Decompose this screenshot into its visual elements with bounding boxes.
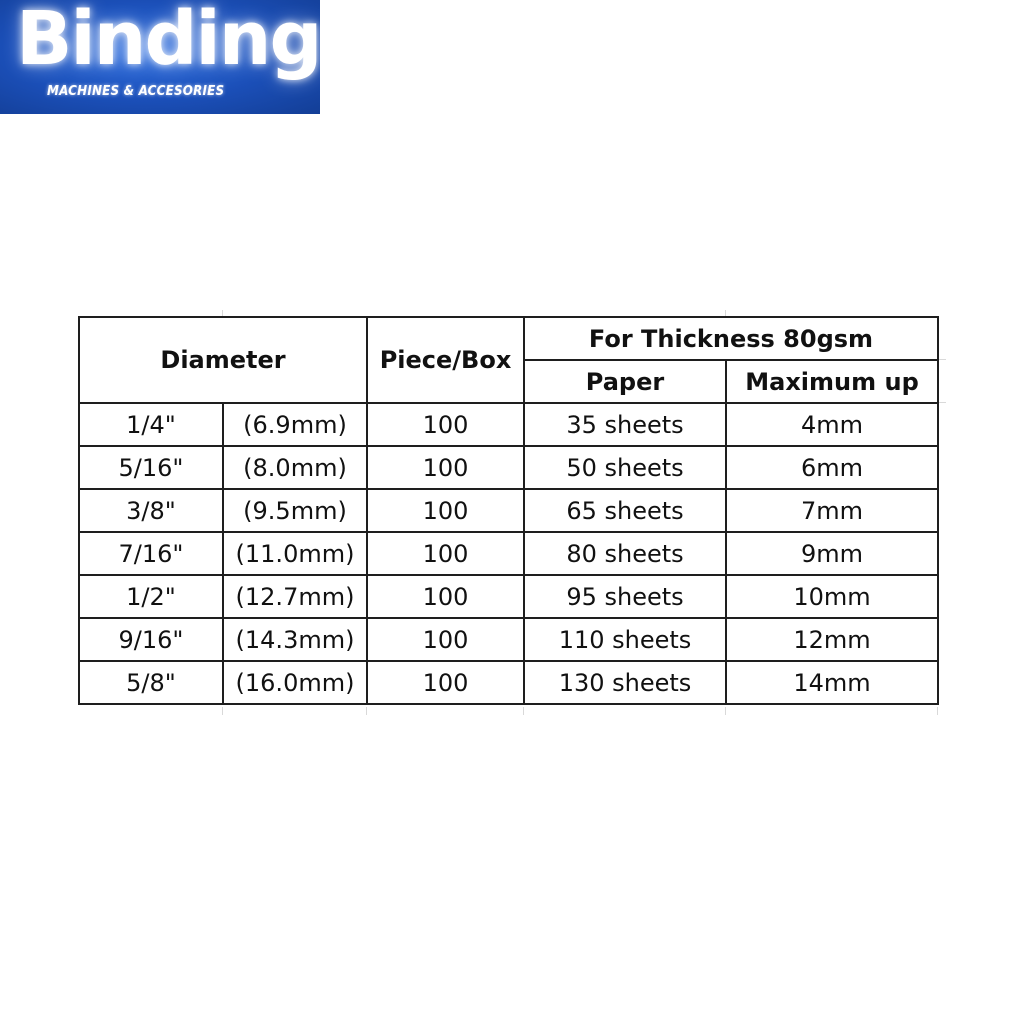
cell-paper: 50 sheets (524, 446, 726, 489)
cell-maximum-up: 12mm (726, 618, 938, 661)
cell-diameter-inch: 5/8" (79, 661, 223, 704)
cell-diameter-mm: (11.0mm) (223, 532, 367, 575)
header-row (79, 317, 938, 360)
gridline (523, 707, 524, 715)
cell-maximum-up: 14mm (726, 661, 938, 704)
table-row (79, 489, 938, 532)
gridline (938, 402, 946, 403)
cell-diameter-inch: 7/16" (79, 532, 223, 575)
cell-piece-box: 100 (367, 618, 524, 661)
cell-piece-box: 100 (367, 446, 524, 489)
cell-paper: 95 sheets (524, 575, 726, 618)
cell-diameter-mm: (6.9mm) (223, 403, 367, 446)
table-row (79, 532, 938, 575)
spec-table (78, 316, 939, 705)
cell-maximum-up: 4mm (726, 403, 938, 446)
cell-diameter-mm: (16.0mm) (223, 661, 367, 704)
cell-diameter-mm: (9.5mm) (223, 489, 367, 532)
cell-diameter-inch: 5/16" (79, 446, 223, 489)
cell-diameter-mm: (14.3mm) (223, 618, 367, 661)
cell-paper: 130 sheets (524, 661, 726, 704)
cell-piece-box: 100 (367, 575, 524, 618)
cell-maximum-up: 7mm (726, 489, 938, 532)
cell-piece-box: 100 (367, 403, 524, 446)
cell-paper: 80 sheets (524, 532, 726, 575)
table-row (79, 575, 938, 618)
cell-paper: 35 sheets (524, 403, 726, 446)
cell-piece-box: 100 (367, 661, 524, 704)
brand-logo (0, 0, 320, 114)
cell-piece-box: 100 (367, 532, 524, 575)
cell-maximum-up: 10mm (726, 575, 938, 618)
gridline (222, 707, 223, 715)
table-row (79, 661, 938, 704)
header-diameter: Diameter (79, 317, 367, 403)
header-piece-box: Piece/Box (367, 317, 524, 403)
gridline (938, 359, 946, 360)
gridline (725, 707, 726, 715)
header-paper: Paper (524, 360, 726, 403)
cell-paper: 110 sheets (524, 618, 726, 661)
cell-diameter-inch: 3/8" (79, 489, 223, 532)
header-thickness-group: For Thickness 80gsm (524, 317, 938, 360)
header-maximum-up: Maximum up (726, 360, 938, 403)
gridline (366, 707, 367, 715)
gridline (937, 707, 938, 715)
cell-maximum-up: 6mm (726, 446, 938, 489)
cell-diameter-mm: (12.7mm) (223, 575, 367, 618)
logo-title: Binding (16, 0, 320, 82)
cell-paper: 65 sheets (524, 489, 726, 532)
table-row (79, 446, 938, 489)
cell-diameter-mm: (8.0mm) (223, 446, 367, 489)
cell-diameter-inch: 1/4" (79, 403, 223, 446)
cell-maximum-up: 9mm (726, 532, 938, 575)
cell-diameter-inch: 1/2" (79, 575, 223, 618)
logo-subtitle: MACHINES & ACCESORIES (47, 84, 225, 99)
cell-diameter-inch: 9/16" (79, 618, 223, 661)
table-row (79, 403, 938, 446)
cell-piece-box: 100 (367, 489, 524, 532)
table-row (79, 618, 938, 661)
